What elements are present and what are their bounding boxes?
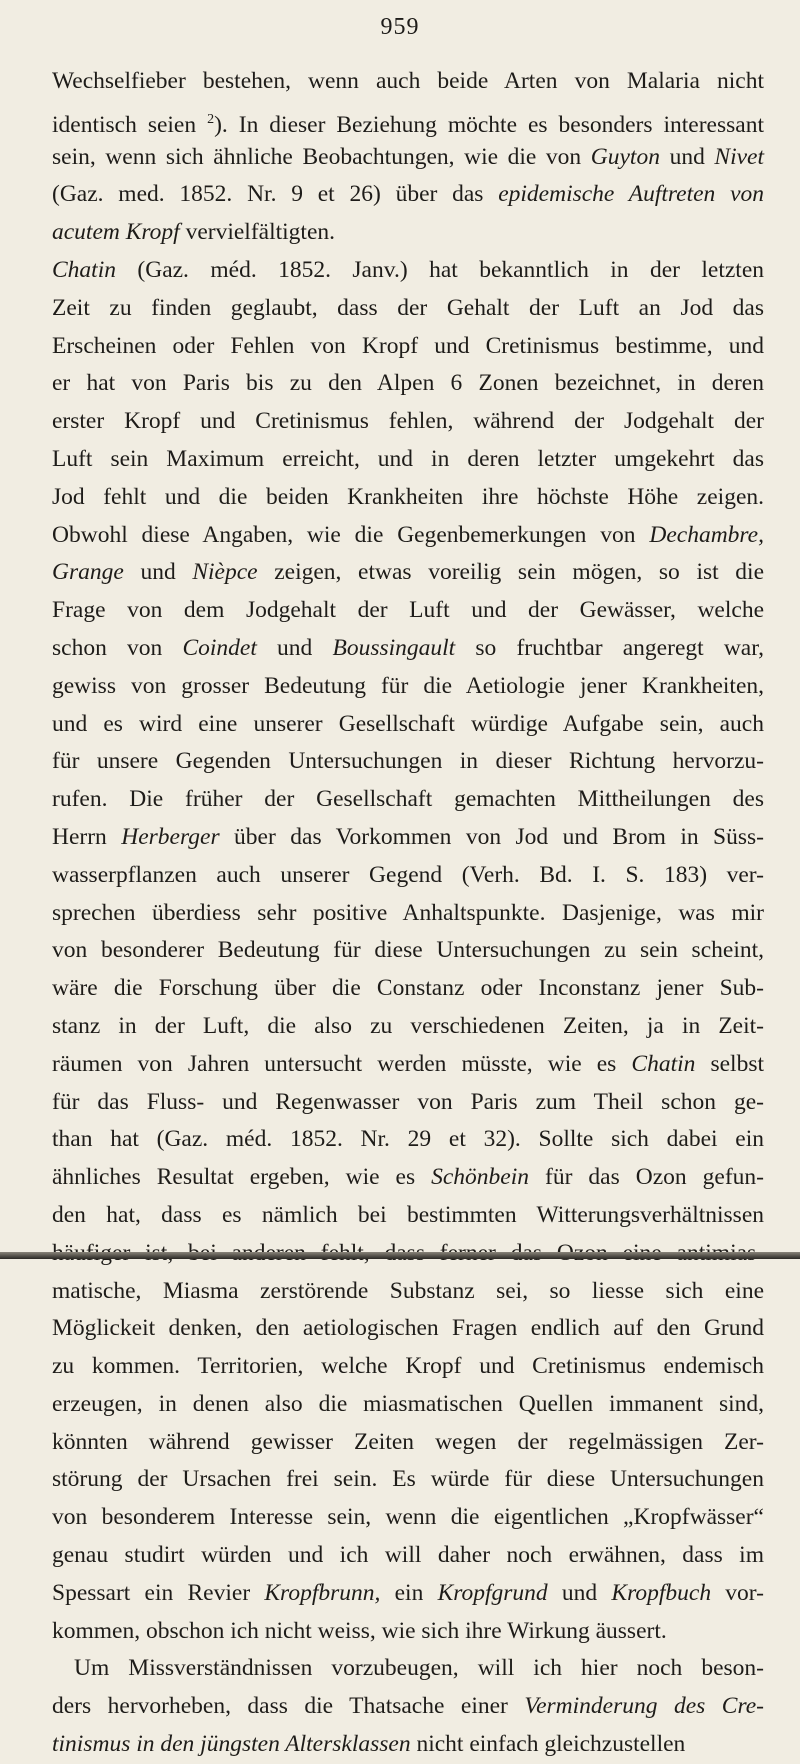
text-run: über das Vorkommen von Jod und Brom in Süss- (219, 823, 764, 850)
text-line (52, 781, 764, 819)
text-run: Wechselfieber bestehen, wenn auch beide Arten von Malaria nicht (52, 68, 764, 94)
text-line (52, 1310, 764, 1348)
text-line (52, 1424, 764, 1462)
text-run: vor- (711, 1579, 764, 1606)
text-run: Luft sein Maximum erreicht, und in deren letzter umgekehrt das (52, 445, 764, 472)
footnote-ref: 2 (207, 111, 215, 127)
text-run: Jod fehlt und die beiden Krankheiten ihre höchste Höhe zeigen. (52, 483, 764, 510)
italic-name: acutem Kropf (52, 219, 180, 246)
text-run: matische, Miasma zerstörende Substanz sei, so liesse sich eine (52, 1277, 764, 1304)
text-run: räumen von Jahren untersucht werden müsste, wie es (52, 1050, 632, 1077)
text-line (52, 252, 764, 290)
text-run: von besonderer Bedeutung für diese Untersuchungen zu sein scheint, (52, 937, 764, 964)
text-line (52, 214, 764, 252)
text-line (52, 63, 764, 101)
text-run: zu kommen. Territorien, welche Kropf und Cretinismus endemisch (52, 1353, 764, 1380)
text-line (52, 743, 764, 781)
text-run: sprechen überdiess sehr positive Anhaltspunkte. Dasjenige, was mir (52, 899, 764, 926)
text-line (52, 1046, 764, 1084)
text-line (52, 290, 764, 328)
text-run: Frage von dem Jodgehalt der Luft und der Gewässer, welche (52, 597, 764, 624)
text-run: erzeugen, in denen also die miasmatischen Quellen immanent sind, (52, 1390, 764, 1417)
text-run: Erscheinen oder Fehlen von Kropf und Cretinismus bestimme, und (52, 332, 764, 359)
text-line (52, 1575, 764, 1613)
italic-name: epidemische Auftreten von (498, 181, 764, 208)
text-line (52, 101, 764, 139)
bottom-rule (0, 1252, 800, 1259)
text-line (52, 668, 764, 706)
italic-name: Dechambre, (649, 521, 764, 548)
text-run: er hat von Paris bis zu den Alpen 6 Zonen bezeichnet, in deren (52, 370, 764, 397)
text-run: identisch seien (52, 111, 208, 138)
text-line (52, 1197, 764, 1235)
text-line (52, 365, 764, 403)
italic-name: Nièpce (192, 559, 258, 586)
text-run: Spessart ein Revier (52, 1579, 265, 1606)
text-run: schon von (52, 634, 183, 661)
text-run: den hat, dass es nämlich bei bestimmten Witterungsverhältnissen (52, 1201, 764, 1228)
text-run: sein, wenn sich ähnliche Beobachtungen, wie die von (52, 143, 591, 170)
italic-name: Kropfgrund (437, 1579, 548, 1606)
text-run: vervielfältigten. (179, 219, 336, 246)
text-run: (Gaz. méd. 1852. Janv.) hat bekanntlich in der letzten (115, 256, 764, 283)
text-line (52, 1348, 764, 1386)
text-run: Um Missverständnissen vorzubeugen, will ich hier noch beson- (74, 1655, 764, 1682)
text-run: für unsere Gegenden Untersuchungen in dieser Richtung hervorzu- (52, 748, 764, 775)
text-line (52, 1159, 764, 1197)
italic-name: Chatin (631, 1050, 696, 1077)
text-run: ein (380, 1579, 438, 1606)
text-line (52, 592, 764, 630)
italic-name: Schönbein (431, 1164, 530, 1191)
text-line (52, 1726, 764, 1764)
text-run: von besonderem Interesse sein, wenn die eigentlichen „Kropfwässer“ (52, 1504, 764, 1531)
text-run: und (123, 559, 193, 586)
text-run: zeigen, etwas voreilig sein mögen, so ist die (257, 559, 764, 586)
text-run: Zeit zu finden geglaubt, dass der Gehalt der Luft an Jod das (52, 294, 764, 321)
text-run: nicht einfach gleichzustellen (410, 1731, 686, 1758)
text-run: than hat (Gaz. méd. 1852. Nr. 29 et 32). Sollte sich dabei ein (52, 1126, 764, 1153)
body-text (52, 63, 764, 1764)
text-line (52, 1121, 764, 1159)
text-run: rufen. Die früher der Gesellschaft gemachten Mittheilungen des (52, 786, 764, 813)
italic-name: Verminderung des Cre- (524, 1693, 764, 1720)
text-run: stanz in der Luft, die also zu verschiedenen Zeiten, ja in Zeit- (52, 1012, 764, 1039)
text-run: und (659, 143, 715, 170)
text-line (52, 1461, 764, 1499)
text-run: Herrn (52, 823, 122, 850)
text-line (52, 554, 764, 592)
text-line (52, 932, 764, 970)
text-run: Möglickeit denken, den aetiologischen Fragen endlich auf den Grund (52, 1315, 764, 1342)
text-run: wäre die Forschung über die Constanz oder Inconstanz jener Sub- (52, 975, 764, 1002)
italic-name: Boussingault (332, 634, 456, 661)
text-line (52, 857, 764, 895)
text-line (52, 970, 764, 1008)
text-line (52, 630, 764, 668)
text-line (52, 403, 764, 441)
text-line (52, 139, 764, 177)
text-run: (Gaz. med. 1852. Nr. 9 et 26) über das (52, 181, 499, 208)
italic-name: Chatin (52, 256, 116, 283)
text-line (52, 1650, 764, 1688)
italic-name: Coindet (182, 634, 257, 661)
text-run: und es wird eine unserer Gesellschaft würdige Aufgabe sein, auch (52, 710, 764, 737)
text-run: ). In dieser Beziehung möchte es besonders interessant (214, 111, 764, 138)
italic-name: Herberger (121, 823, 220, 850)
text-run: Obwohl diese Angaben, wie die Gegenbemerkungen von (52, 521, 650, 548)
text-run: kommen, obschon ich nicht weiss, wie sich ihre Wirkung äussert. (52, 1617, 667, 1644)
text-run: für das Ozon gefun- (529, 1164, 764, 1191)
page-number: 959 (380, 14, 420, 40)
text-line (52, 1084, 764, 1122)
italic-name: Kropfbrunn, (264, 1579, 381, 1606)
text-line (52, 1273, 764, 1311)
text-line (52, 1008, 764, 1046)
text-run: erster Kropf und Cretinismus fehlen, während der Jodgehalt der (52, 408, 764, 435)
text-run: könnten während gewisser Zeiten wegen der regelmässigen Zer- (52, 1428, 764, 1455)
text-run: und (547, 1579, 612, 1606)
text-run: genau studirt würden und ich will daher noch erwähnen, dass im (52, 1542, 764, 1569)
text-run: und (256, 634, 333, 661)
italic-name: tinismus in den jüngsten Altersklassen (52, 1731, 411, 1758)
text-line (52, 176, 764, 214)
italic-name: Kropfbuch (611, 1579, 712, 1606)
text-line (52, 706, 764, 744)
text-line (52, 1386, 764, 1424)
text-run: wasserpflanzen auch unserer Gegend (Verh. Bd. I. S. 183) ver- (52, 861, 764, 888)
text-run: so fruchtbar angeregt war, (455, 634, 764, 661)
italic-name: Grange (52, 559, 124, 586)
text-line (52, 441, 764, 479)
text-line (52, 819, 764, 857)
italic-name: Guyton (590, 143, 660, 170)
text-line (52, 328, 764, 366)
text-run: gewiss von grosser Bedeutung für die Aetiologie jener Krankheiten, (52, 672, 764, 699)
text-line (52, 517, 764, 555)
text-run: ders hervorheben, dass die Thatsache einer (52, 1693, 525, 1720)
text-line (52, 1688, 764, 1726)
text-run: störung der Ursachen frei sein. Es würde für diese Untersuchungen (52, 1466, 764, 1493)
text-line (52, 479, 764, 517)
text-line (52, 1613, 764, 1651)
text-run: selbst (695, 1050, 764, 1077)
text-run: für das Fluss- und Regenwasser von Paris zum Theil schon ge- (52, 1088, 764, 1115)
italic-name: Nivet (714, 143, 764, 170)
text-line (52, 1499, 764, 1537)
text-run: ähnliches Resultat ergeben, wie es (52, 1164, 432, 1191)
text-line (52, 895, 764, 933)
text-line (52, 1537, 764, 1575)
